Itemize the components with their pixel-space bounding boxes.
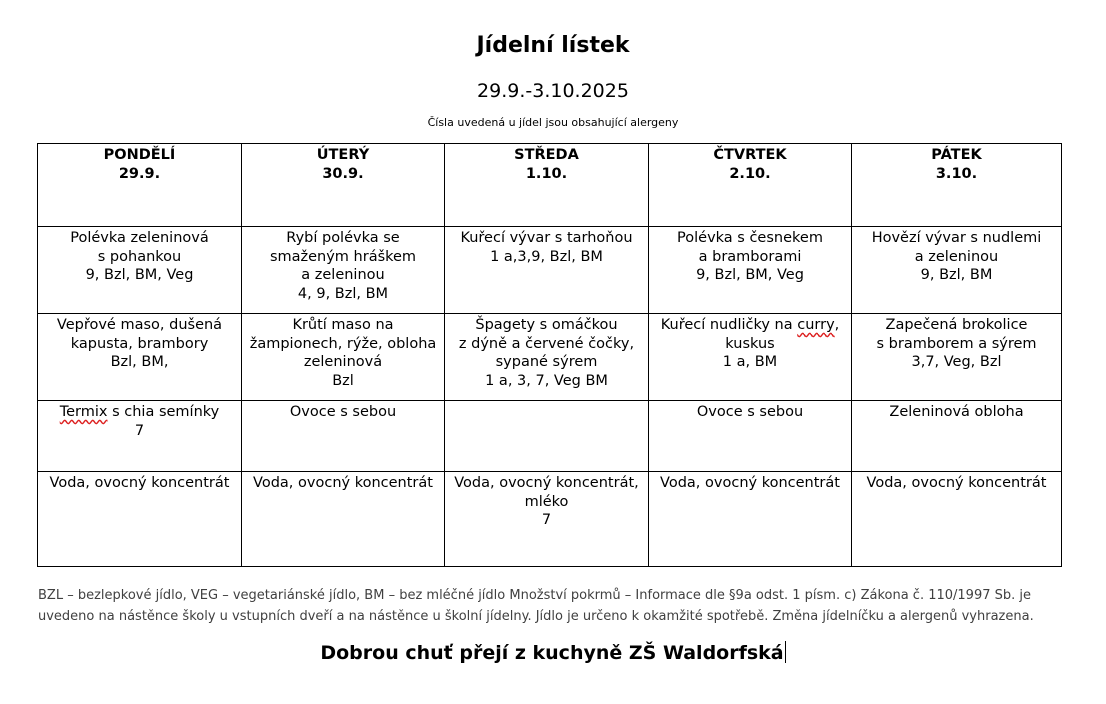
menu-line: smaženým hráškem <box>269 248 417 265</box>
menu-line: Voda, ovocný koncentrát <box>866 475 1047 491</box>
spellcheck-word: Termix <box>59 404 108 420</box>
drink-row <box>38 472 1062 567</box>
day-name: PONDĚLÍ <box>103 147 176 163</box>
menu-line: zeleninová <box>303 354 383 370</box>
menu-cell <box>852 472 1062 567</box>
signoff-text: Dobrou chuť přejí z kuchyně ZŠ Waldorfská <box>320 642 784 664</box>
day-name: ÚTERÝ <box>316 147 370 163</box>
menu-line: Ovoce s sebou <box>289 404 397 420</box>
menu-cell <box>242 401 445 472</box>
day-name: ČTVRTEK <box>713 147 787 163</box>
menu-line: z dýně a červené čočky, <box>458 335 635 352</box>
menu-table <box>37 143 1062 567</box>
menu-line: Kuřecí nudličky na curry, <box>660 317 840 333</box>
menu-cell <box>649 401 852 472</box>
allergen-line: 7 <box>541 512 552 528</box>
menu-cell <box>852 314 1062 401</box>
menu-line: Polévka s česnekem <box>677 230 823 246</box>
day-header-friday <box>852 144 1062 227</box>
day-name: PÁTEK <box>931 147 982 163</box>
menu-cell <box>445 314 649 401</box>
allergen-line: 7 <box>134 422 145 439</box>
text-cursor <box>785 641 786 663</box>
menu-cell <box>38 314 242 401</box>
day-date: 1.10. <box>525 165 568 182</box>
menu-line: Rybí polévka se <box>286 230 400 246</box>
menu-line: Krůtí maso na <box>292 317 394 333</box>
day-date: 3.10. <box>935 165 978 182</box>
allergen-line: 1 a, BM <box>722 354 778 370</box>
menu-cell <box>38 227 242 314</box>
menu-cell <box>649 227 852 314</box>
menu-cell <box>649 472 852 567</box>
day-date: 30.9. <box>322 165 364 182</box>
day-date: 29.9. <box>118 165 161 182</box>
allergen-legend: BZL – bezlepkové jídlo, VEG – vegetariánské jídlo, BM – bez mléčné jídlo Množství pokrmů – Informace dle §9a odst. 1 písm. c) Zákona č. 110/1997 Sb. je uvedeno na nástěnce školy u vstupních dveří a na nástěnce u školní jídelny. Jídlo je určeno k okamžité spotřebě. Změna jídelníčku a alergenů vyhrazena. <box>38 588 1034 624</box>
menu-line: Termix s chia semínky <box>59 404 220 420</box>
day-header-row <box>38 144 1062 227</box>
menu-line: Zeleninová obloha <box>889 404 1024 420</box>
day-header-wednesday <box>445 144 649 227</box>
allergen-line: 1 a, 3, 7, Veg BM <box>485 372 608 389</box>
menu-cell <box>852 227 1062 314</box>
menu-line: Špagety s omáčkou <box>475 317 618 333</box>
allergen-line: 3,7, Veg, Bzl <box>911 354 1002 370</box>
menu-cell <box>38 472 242 567</box>
menu-line: Voda, ovocný koncentrát, <box>454 475 639 491</box>
day-header-monday <box>38 144 242 227</box>
allergen-line: 1 a,3,9, Bzl, BM <box>490 248 603 265</box>
menu-line: kapusta, brambory <box>70 335 209 352</box>
menu-line: Polévka zeleninová <box>70 230 209 246</box>
menu-line: žampionech, rýže, obloha <box>249 335 437 352</box>
menu-cell <box>38 401 242 472</box>
spellcheck-word: curry <box>797 317 835 333</box>
menu-line: sypané sýrem <box>495 354 598 370</box>
menu-line: mléko <box>524 493 569 510</box>
day-header-thursday <box>649 144 852 227</box>
menu-line: Ovoce s sebou <box>696 404 804 420</box>
page-title: Jídelní lístek <box>476 33 630 58</box>
menu-line: Zapečená brokolice <box>885 317 1028 333</box>
soup-row <box>38 227 1062 314</box>
snack-row <box>38 401 1062 472</box>
allergen-line: Bzl, BM, <box>110 354 169 370</box>
week-dates: 29.9.-3.10.2025 <box>477 80 629 102</box>
allergen-line: Bzl <box>332 372 354 389</box>
day-header-tuesday <box>242 144 445 227</box>
menu-cell-empty <box>445 401 649 472</box>
menu-cell <box>445 227 649 314</box>
menu-line: Voda, ovocný koncentrát <box>253 475 433 491</box>
main-course-row <box>38 314 1062 401</box>
menu-cell <box>242 314 445 401</box>
allergen-line: 9, Bzl, BM, Veg <box>696 267 804 283</box>
menu-line: a zeleninou <box>301 267 385 283</box>
menu-line: s pohankou <box>97 248 182 265</box>
menu-line: kuskus <box>725 335 775 352</box>
menu-line: Voda, ovocný koncentrát <box>660 475 840 491</box>
day-name: STŘEDA <box>514 147 579 163</box>
menu-cell <box>242 227 445 314</box>
menu-cell <box>445 472 649 567</box>
menu-line: a zeleninou <box>914 248 999 265</box>
allergen-line: 9, Bzl, BM <box>920 267 993 283</box>
menu-line: Vepřové maso, dušená <box>56 317 223 333</box>
menu-cell <box>242 472 445 567</box>
allergen-note: Čísla uvedená u jídel jsou obsahující alergeny <box>427 116 679 129</box>
menu-line: Hovězí vývar s nudlemi <box>871 230 1042 246</box>
menu-line: a bramborami <box>698 248 802 265</box>
menu-line: Kuřecí vývar s tarhoňou <box>460 230 633 246</box>
day-date: 2.10. <box>729 165 771 182</box>
menu-cell <box>852 401 1062 472</box>
menu-line: s bramborem a sýrem <box>876 335 1037 352</box>
signoff[interactable] <box>0 640 1106 666</box>
menu-cell <box>649 314 852 401</box>
allergen-line: 9, Bzl, BM, Veg <box>85 267 194 283</box>
menu-line: Voda, ovocný koncentrát <box>49 475 230 491</box>
allergen-line: 4, 9, Bzl, BM <box>297 285 389 302</box>
